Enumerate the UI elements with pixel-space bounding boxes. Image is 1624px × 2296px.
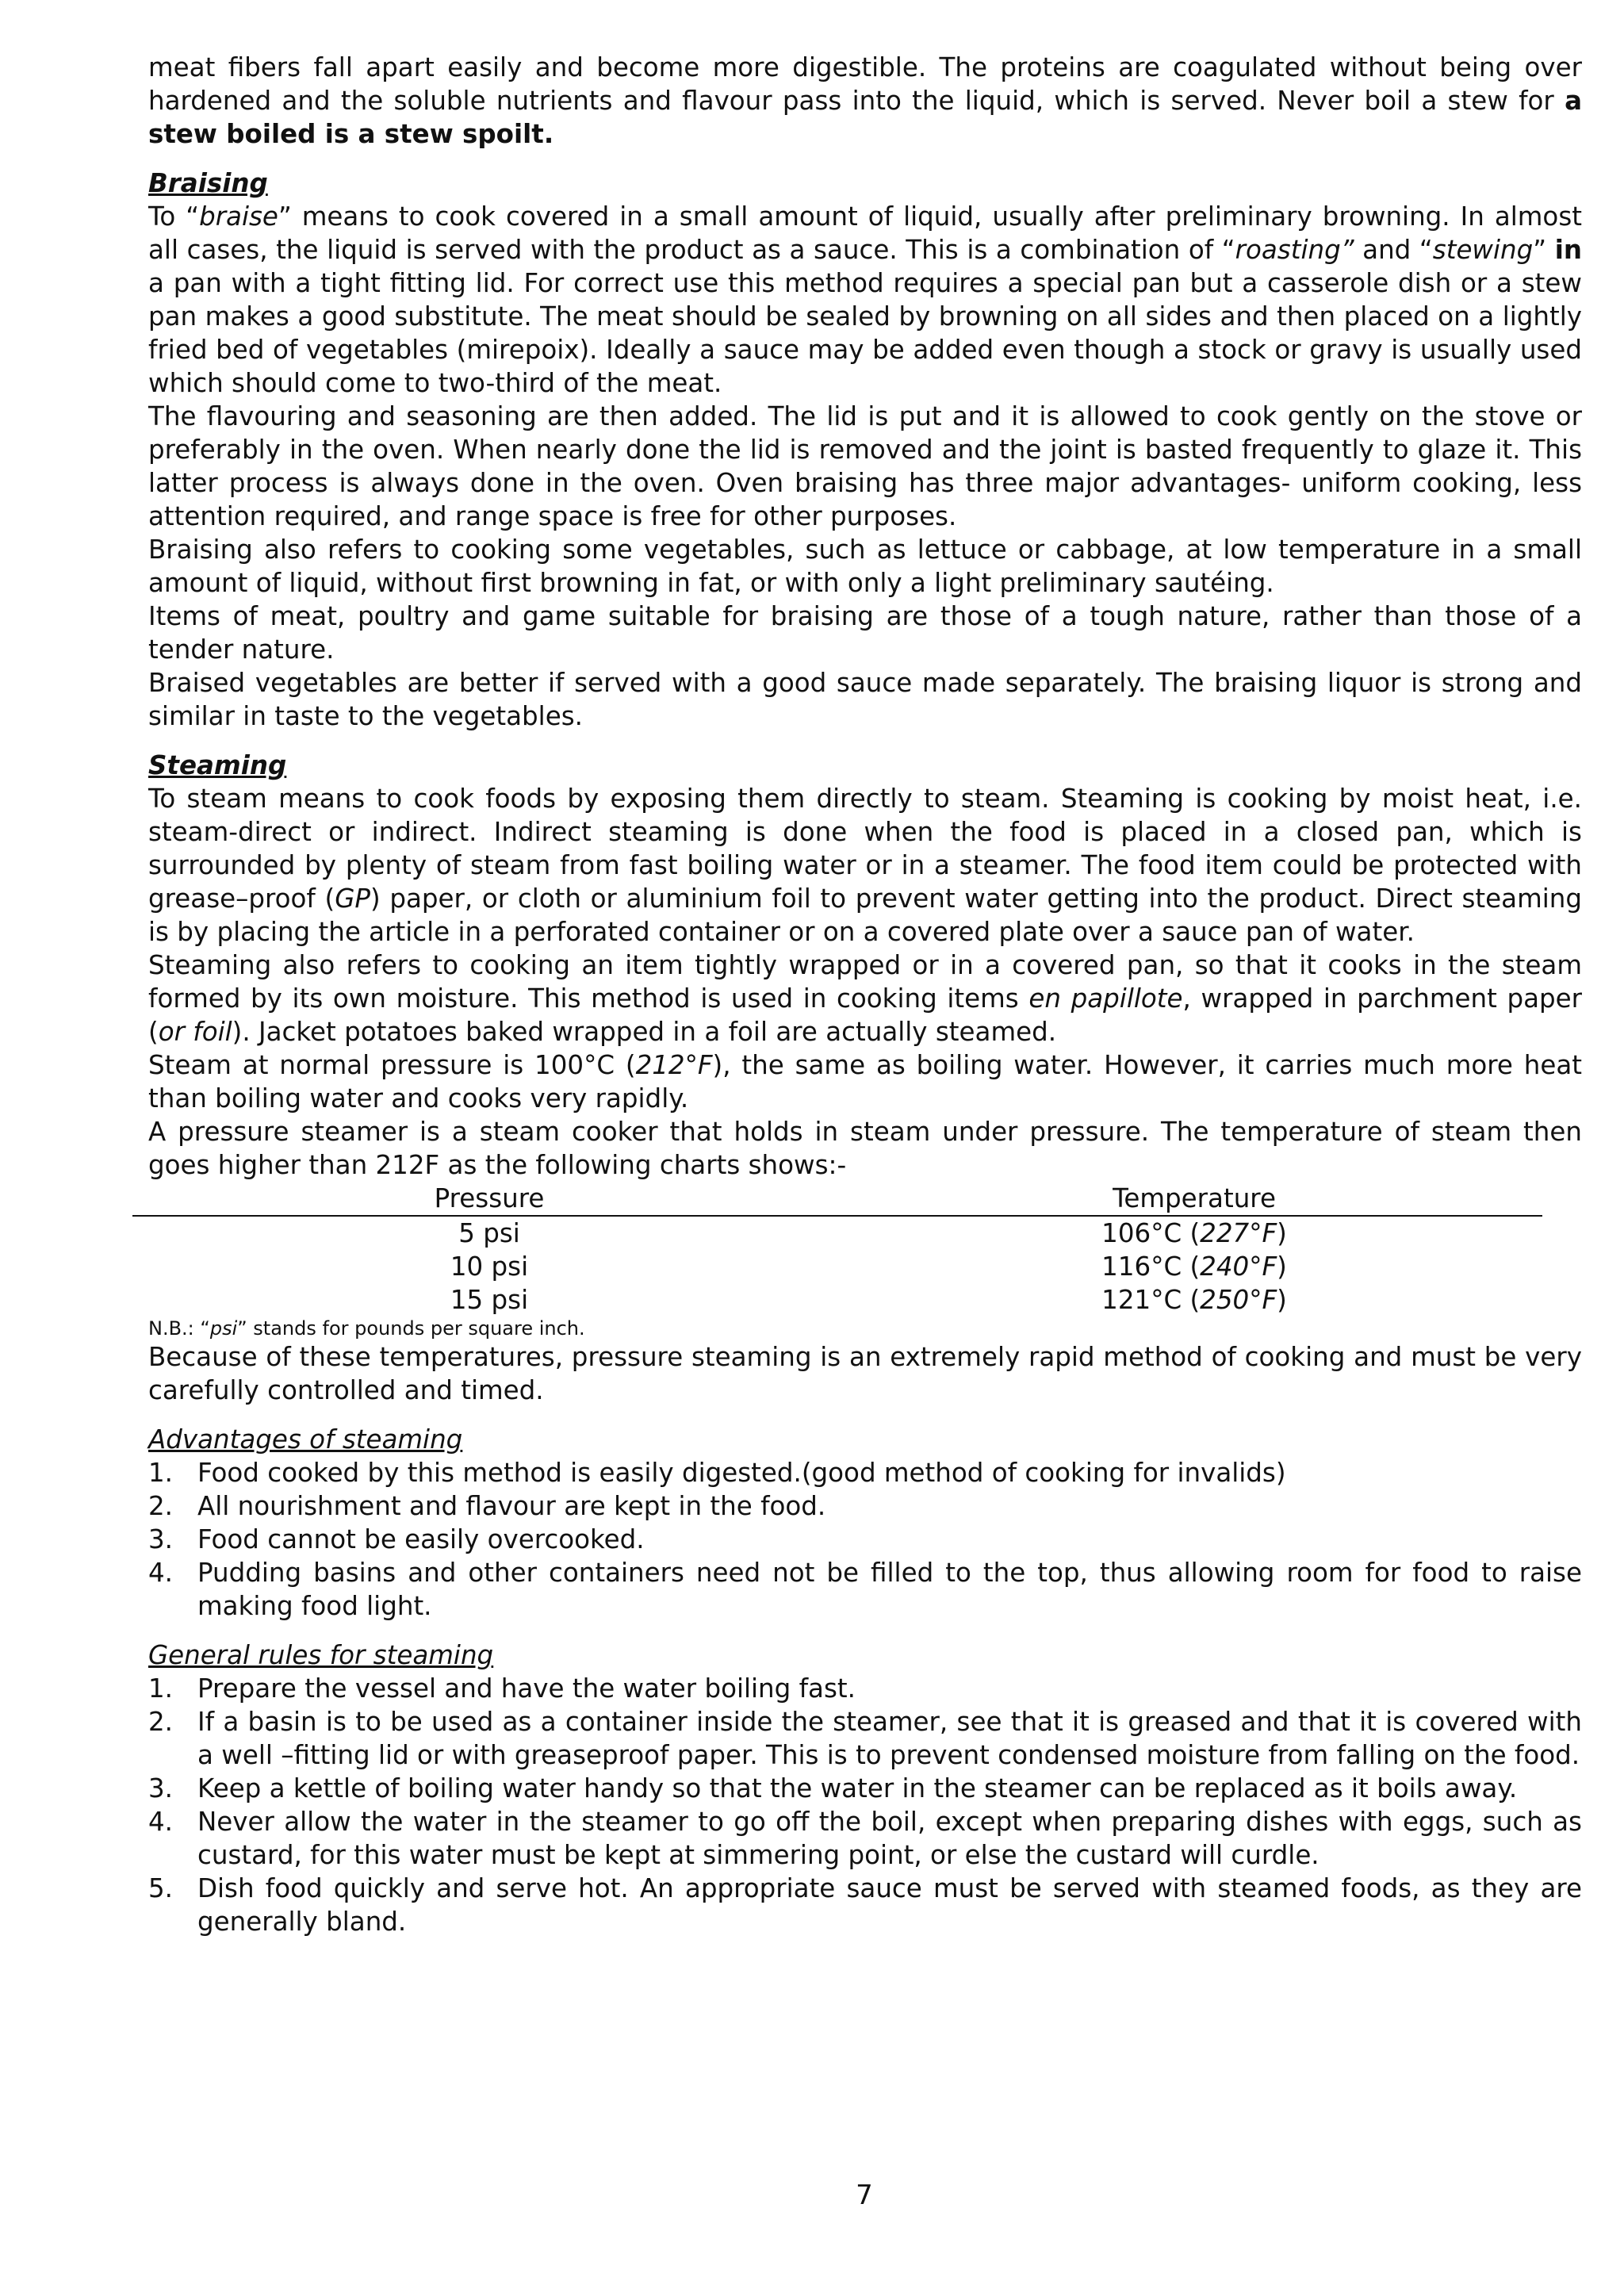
list-item: 3. Keep a kettle of boiling water handy so that the water in the steamer can be replaced as it boils away. <box>148 1773 1518 1803</box>
rules-heading: General rules for steaming <box>148 1640 494 1670</box>
steaming-paragraph-1: To steam means to cook foods by exposing them directly to steam. Steaming is cooking by moist heat, i.e. steam-direct or indirect. Indirect steaming is done when the food is placed in a closed pan, which is surrounded by plenty of steam from fast boiling water or in a steamer. The food item could be protected with grease–proof (GP) paper, or cloth or aluminium foil to prevent water getting into the product. Direct steaming is by placing the article in a perforated container or on a covered plate over a sauce pan of water. <box>148 784 1582 947</box>
document-page <box>148 51 1582 1938</box>
list-item: 3. Food cannot be easily overcooked. <box>148 1524 645 1554</box>
intro-bold: a stew boiled is a stew spoilt. <box>148 86 1582 149</box>
rules-list <box>148 1672 1582 1938</box>
table-row: 10 psi 116°C (240°F) <box>450 1251 1287 1282</box>
list-item: 1. Prepare the vessel and have the water boiling fast. <box>148 1673 856 1704</box>
list-item: 2. All nourishment and flavour are kept in the food. <box>148 1491 826 1521</box>
steaming-paragraph-2: Steaming also refers to cooking an item tightly wrapped or in a covered pan, so that it cooks in the steam formed by its own moisture. This method is used in cooking items en papillote, wrapped in parchment paper (or foil). Jacket potatoes baked wrapped in a foil are actually steamed. <box>148 950 1583 1047</box>
steaming-paragraph-3: Steam at normal pressure is 100°C (212°F), the same as boiling water. However, it carries much more heat than boiling water and cooks very rapidly. <box>148 1050 1582 1114</box>
intro-paragraph: meat fibers fall apart easily and become more digestible. The proteins are coagulated without being over hardened and the soluble nutrients and flavour pass into the liquid, which is served. Never boil a stew for a stew boiled is a stew spoilt. <box>148 52 1582 149</box>
list-item: 2. If a basin is to be used as a container inside the steamer, see that it is greased and that it is covered with a well –fitting lid or with greaseproof paper. This is to prevent condensed moisture from falling on the food. <box>148 1707 1582 1770</box>
advantages-list <box>148 1456 1582 1623</box>
steaming-heading: Steaming <box>148 750 287 780</box>
list-item: 4. Never allow the water in the steamer to go off the boil, except when preparing dishes with eggs, such as custard, for this water must be kept at simmering point, or else the custard will curdle. <box>148 1807 1582 1870</box>
list-item: 5. Dish food quickly and serve hot. An appropriate sauce must be served with steamed foods, as they are generally bland. <box>148 1873 1582 1937</box>
table-row: 15 psi 121°C (250°F) <box>450 1285 1287 1315</box>
braising-heading: Braising <box>148 168 268 198</box>
braising-paragraph-4: Items of meat, poultry and game suitable for braising are those of a tough nature, rather than those of a tender nature. <box>148 601 1582 665</box>
pressure-column-header: Pressure <box>132 1182 846 1216</box>
list-item: 1. Food cooked by this method is easily digested.(good method of cooking for invalids) <box>148 1458 1286 1488</box>
table-row: 5 psi 106°C (227°F) <box>458 1218 1287 1248</box>
braising-paragraph-5: Braised vegetables are better if served with a good sauce made separately. The braising liquor is strong and similar in taste to the vegetables. <box>148 668 1582 731</box>
pressure-temperature-table <box>132 1182 1542 1317</box>
temperature-column-header: Temperature <box>846 1182 1542 1216</box>
list-item: 4. Pudding basins and other containers need not be filled to the top, thus allowing room for food to raise making food light. <box>148 1558 1582 1621</box>
braising-paragraph-3: Braising also refers to cooking some vegetables, such as lettuce or cabbage, at low temperature in a small amount of liquid, without first browning in fat, or with only a light preliminary sautéing. <box>148 535 1582 598</box>
advantages-heading: Advantages of steaming <box>148 1424 463 1455</box>
psi-note: N.B.: “psi” stands for pounds per square inch. <box>148 1317 585 1340</box>
braising-paragraph-1: To “braise” means to cook covered in a small amount of liquid, usually after preliminary browning. In almost all cases, the liquid is served with the product as a sauce. This is a combination of “roasting” and “stewing” in a pan with a tight fitting lid. For correct use this method requires a special pan but a casserole dish or a stew pan makes a good substitute. The meat should be sealed by browning on all sides and then placed on a lightly fried bed of vegetables (mirepoix). Ideally a sauce may be added even though a stock or gravy is usually used which should come to two-third of the meat. <box>148 201 1583 398</box>
page-number: 7 <box>856 2179 873 2211</box>
steaming-paragraph-5: Because of these temperatures, pressure steaming is an extremely rapid method of cooking and must be very carefully controlled and timed. <box>148 1342 1582 1405</box>
steaming-paragraph-4: A pressure steamer is a steam cooker that holds in steam under pressure. The temperature of steam then goes higher than 212F as the following charts shows:- <box>148 1117 1582 1180</box>
braising-paragraph-2: The flavouring and seasoning are then added. The lid is put and it is allowed to cook gently on the stove or preferably in the oven. When nearly done the lid is removed and the joint is basted frequently to glaze it. This latter process is always done in the oven. Oven braising has three major advantages- uniform cooking, less attention required, and range space is free for other purposes. <box>148 401 1582 531</box>
